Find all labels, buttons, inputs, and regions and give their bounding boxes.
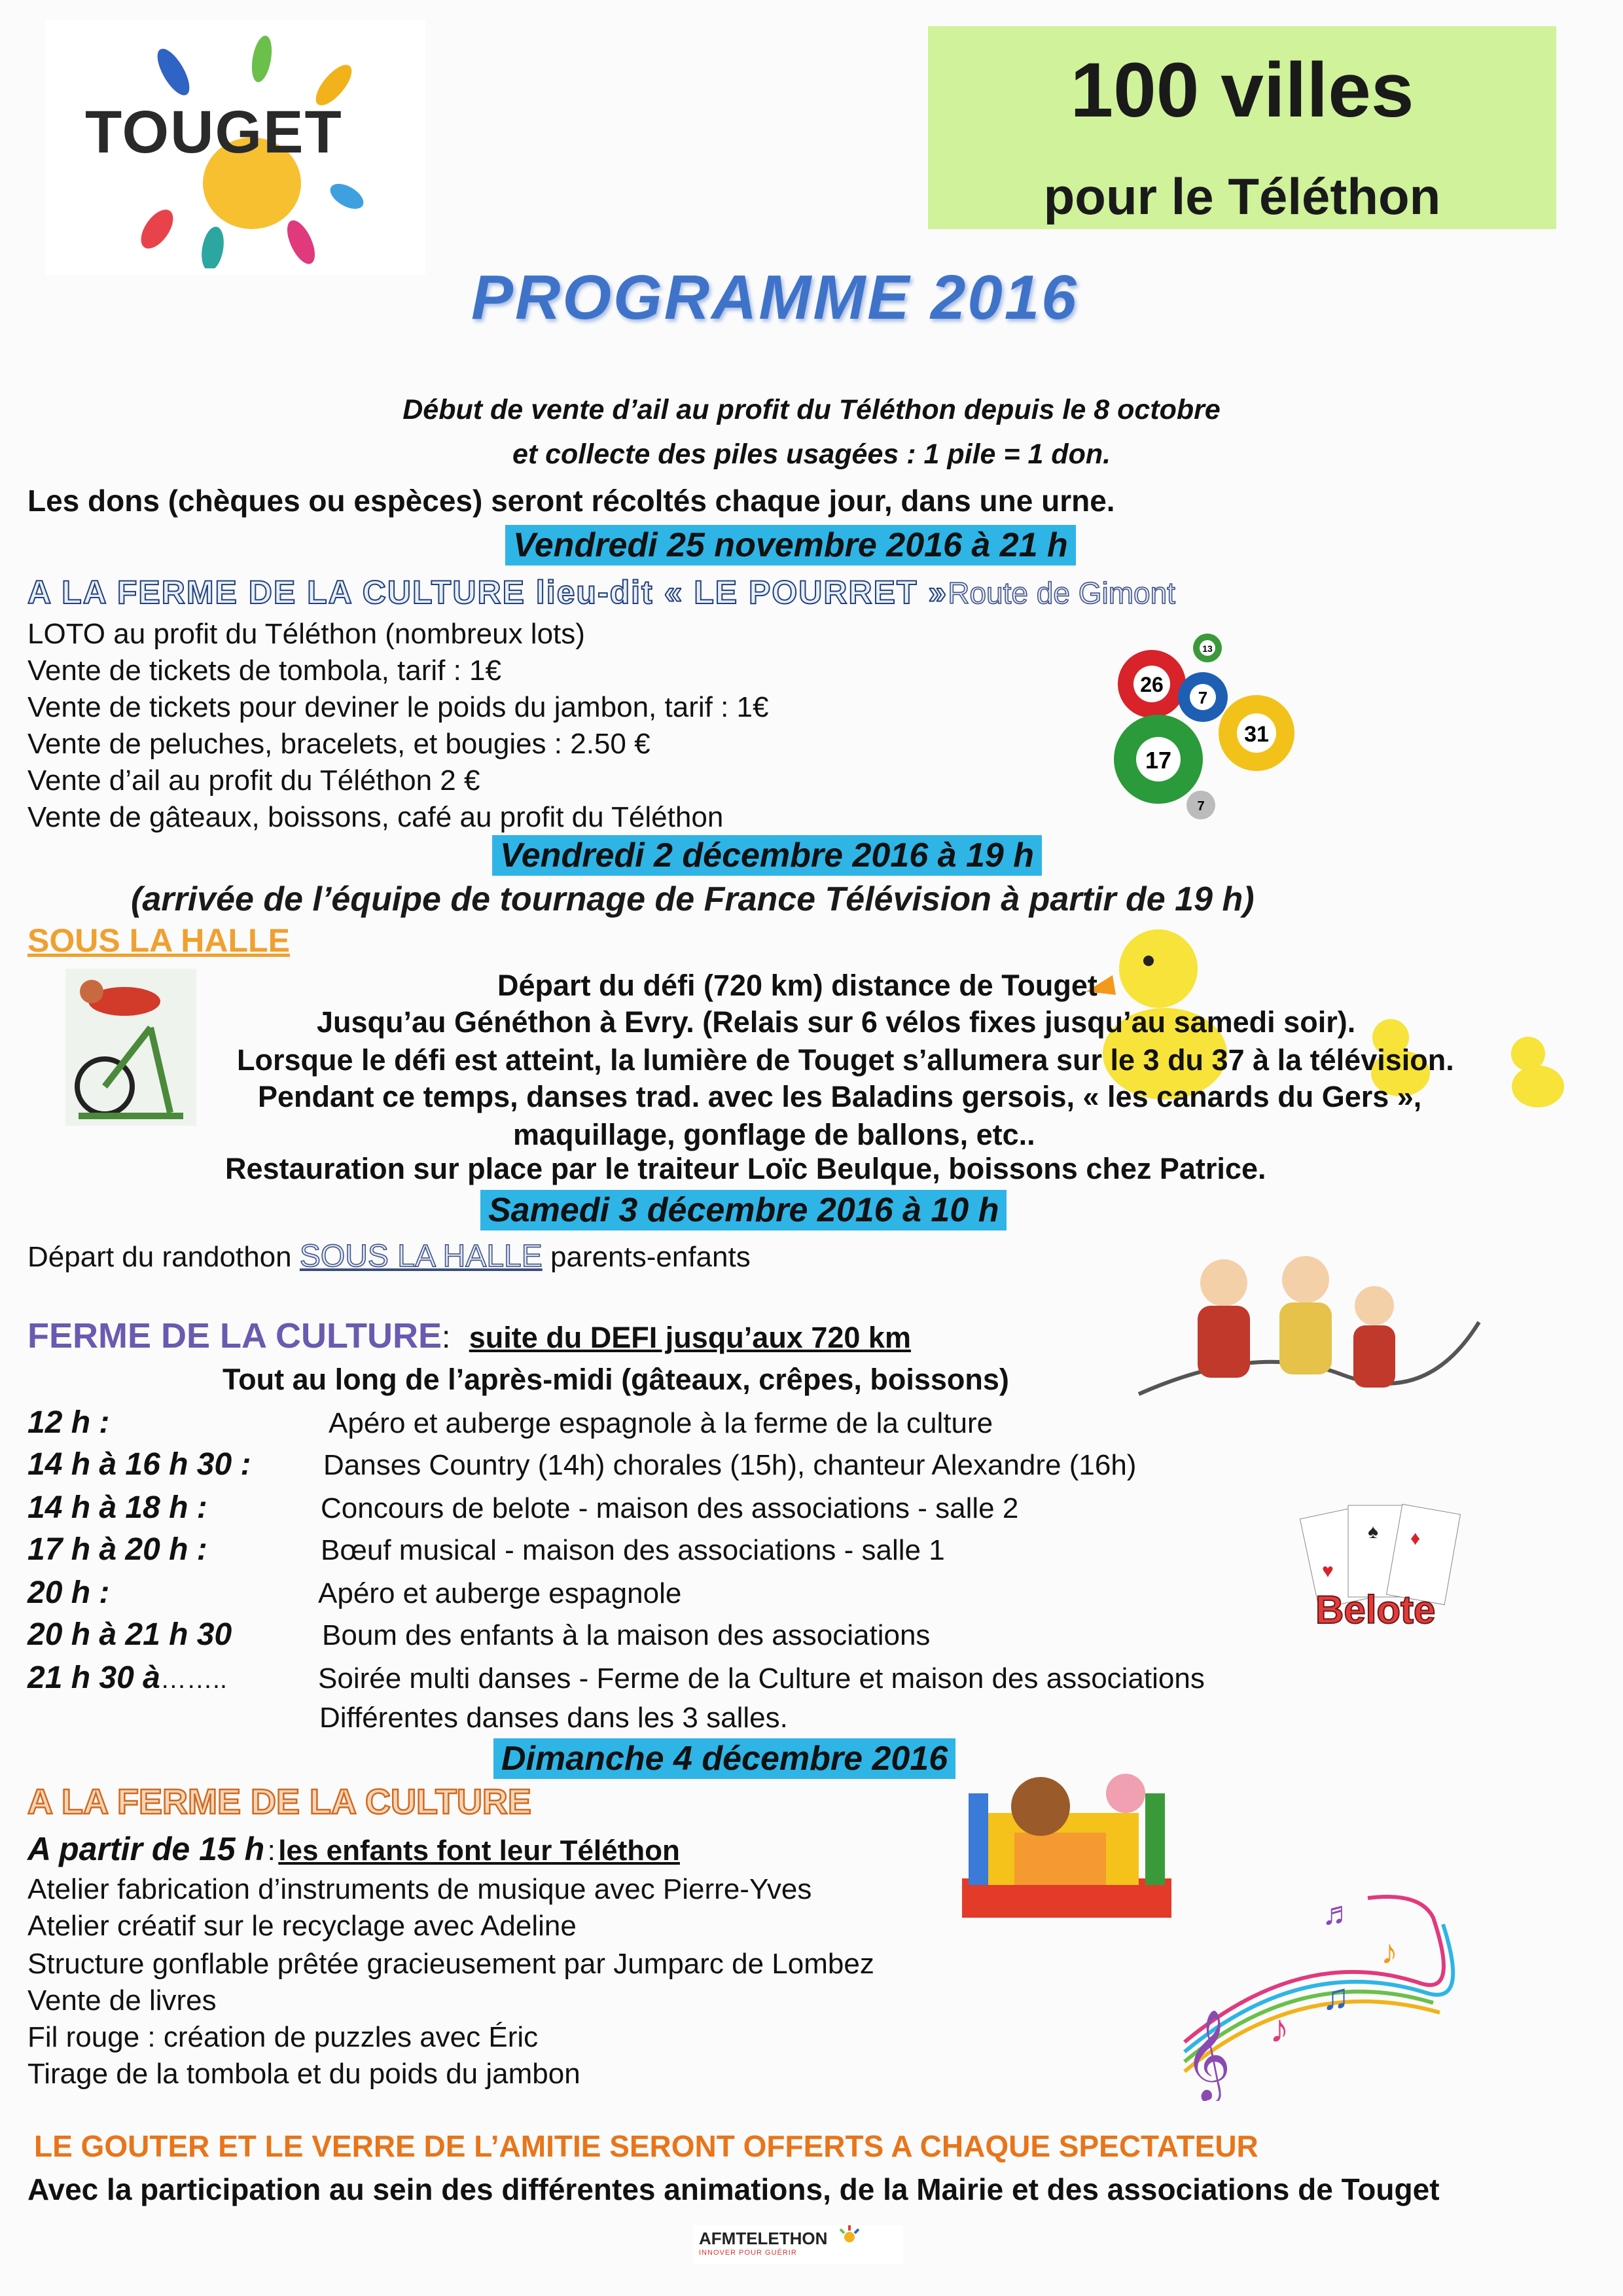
list-item: Atelier fabrication d’instruments de musique avec Pierre-Yves [27, 1873, 812, 1905]
intro-line-3: Les dons (chèques ou espèces) seront récoltés chaque jour, dans une urne. [27, 484, 1115, 518]
list-item: Atelier créatif sur le recyclage avec Adeline [27, 1910, 577, 1942]
schedule-extra: Différentes danses dans les 3 salles. [319, 1702, 788, 1734]
ball-label: 31 [1244, 722, 1269, 747]
day2-line: Lorsque le défi est atteint, la lumière de Touget s’allumera sur le 3 du 37 à la télévision. [237, 1043, 1454, 1077]
venue-day2: SOUS LA HALLE [27, 922, 290, 959]
venue-day1-name: A LA FERME DE LA CULTURE lieu-dit « LE POURRET » [27, 574, 948, 611]
date-banner-day3: Samedi 3 décembre 2016 à 10 h [480, 1190, 1007, 1230]
schedule-desc: Boum des enfants à la maison des associations [322, 1619, 931, 1651]
day2-line: Pendant ce temps, danses trad. avec les Baladins gersois, « les canards du Gers », [258, 1080, 1422, 1113]
date-banner-day1: Vendredi 25 novembre 2016 à 21 h [505, 525, 1076, 565]
schedule-time: 20 h : [27, 1575, 110, 1610]
svg-text:♠: ♠ [1368, 1521, 1378, 1543]
schedule-time: 14 h à 18 h : [27, 1490, 207, 1525]
list-item: Vente de peluches, bracelets, et bougies : 2.50 € [27, 728, 651, 760]
tv-note: (arrivée de l’équipe de tournage de France Télévision à partir de 19 h) [131, 880, 1255, 918]
svg-text:♪: ♪ [1270, 2007, 1289, 2051]
venue-day1-road: Route de Gimont [948, 576, 1175, 610]
day2-line: Départ du défi (720 km) distance de Touget [497, 969, 1097, 1002]
schedule-time-last [27, 1660, 227, 1696]
logo-text: TOUGET [85, 99, 343, 166]
ball-label: 7 [1197, 799, 1205, 814]
randothon-place: SOUS LA HALLE [299, 1239, 543, 1274]
list-item: Vente de tickets pour deviner le poids du jambon, tarif : 1€ [27, 691, 769, 723]
ball-label: 26 [1140, 673, 1164, 696]
svg-text:♥: ♥ [1322, 1560, 1334, 1582]
date-banner-day2: Vendredi 2 décembre 2016 à 19 h [492, 835, 1042, 876]
culture-subtitle: suite du DEFI jusqu’aux 720 km [469, 1321, 911, 1354]
list-item: Vente de tickets de tombola, tarif : 1€ [27, 655, 501, 687]
exercise-bike-icon [52, 962, 209, 1132]
day4-start [27, 1830, 680, 1868]
afm-tagline: INNOVER POUR GUÉRIR [699, 2249, 797, 2257]
afm-logo: AFMTELETHON [699, 2229, 828, 2248]
list-item: Tirage de la tombola et du poids du jambon [27, 2058, 580, 2090]
day2-line: Restauration sur place par le traiteur Loïc Beulque, boissons chez Patrice. [225, 1152, 1266, 1185]
hikers-icon [1126, 1244, 1492, 1453]
belote-cards-icon [1296, 1499, 1505, 1643]
schedule-time: 14 h à 16 h 30 : [27, 1447, 251, 1482]
venue-day1 [27, 573, 1175, 611]
day4-start-time: A partir de 15 h [27, 1831, 265, 1867]
svg-text:𝄞: 𝄞 [1185, 2011, 1231, 2098]
svg-text:♪: ♪ [1381, 1933, 1398, 1971]
intro-line-2: et collecte des piles usagées : 1 pile = 1 don. [512, 439, 1111, 470]
list-item: Structure gonflable prêtée gracieusement par Jumparc de Lombez [27, 1948, 874, 1980]
list-item: LOTO au profit du Téléthon (nombreux lots) [27, 618, 585, 650]
randothon-line [27, 1238, 751, 1274]
music-notes-icon [1171, 1878, 1479, 2101]
schedule-time: 12 h : [27, 1405, 110, 1440]
schedule-desc: Danses Country (14h) chorales (15h), chanteur Alexandre (16h) [323, 1449, 1137, 1481]
schedule-time: 17 h à 20 h : [27, 1532, 207, 1567]
venue-day4: A LA FERME DE LA CULTURE [27, 1782, 531, 1821]
list-item: Fil rouge : création de puzzles avec Éric [27, 2021, 539, 2053]
day2-line: maquillage, gonflage de ballons, etc.. [513, 1118, 1035, 1151]
ball-label: 13 [1202, 643, 1213, 654]
afternoon-line: Tout au long de l’après-midi (gâteaux, crêpes, boissons) [223, 1363, 1009, 1396]
schedule-desc: Apéro et auberge espagnole [318, 1577, 682, 1609]
program-title: PROGRAMME 2016 [471, 262, 1079, 332]
schedule-desc: Soirée multi danses - Ferme de la Culture et maison des associations [318, 1662, 1205, 1695]
day4-start-text: les enfants font leur Téléthon [278, 1835, 680, 1867]
schedule-desc: Concours de belote - maison des associations - salle 2 [321, 1492, 1019, 1524]
afm-star-icon [836, 2224, 863, 2250]
ball-label: 7 [1198, 688, 1208, 708]
schedule-time: 21 h 30 à [27, 1660, 160, 1695]
ball-label: 17 [1145, 747, 1172, 774]
svg-text:♫: ♫ [1322, 1976, 1349, 2017]
list-item: Vente d’ail au profit du Téléthon 2 € [27, 764, 480, 797]
schedule-time: 20 h à 21 h 30 [27, 1617, 232, 1652]
svg-text:♦: ♦ [1410, 1528, 1421, 1549]
list-item: Vente de gâteaux, boissons, café au profit du Téléthon [27, 801, 724, 833]
day2-line: Jusqu’au Généthon à Evry. (Relais sur 6 vélos fixes jusqu’au samedi soir). [317, 1005, 1356, 1039]
day4-start-sep: : [267, 1835, 276, 1867]
date-banner-day4: Dimanche 4 décembre 2016 [493, 1738, 955, 1779]
culture-heading [27, 1316, 911, 1356]
schedule-ellipsis: …….. [160, 1665, 228, 1694]
lottery-balls-icon [1093, 628, 1309, 825]
svg-text:♬: ♬ [1322, 1895, 1355, 1931]
culture-title: FERME DE LA CULTURE [27, 1316, 442, 1355]
schedule-desc: Bœuf musical - maison des associations - salle 1 [321, 1534, 945, 1566]
list-item: Vente de livres [27, 1984, 217, 2017]
randothon-suffix: parents-enfants [550, 1241, 751, 1273]
headline-subtitle: pour le Téléthon [1043, 168, 1441, 225]
randothon-prefix: Départ du randothon [27, 1241, 292, 1273]
footer-participation: Avec la participation au sein des différentes animations, de la Mairie et des associations de Touget [27, 2172, 1440, 2206]
bouncy-castle-icon [955, 1767, 1178, 1924]
intro-line-1: Début de vente d’ail au profit du Téléthon depuis le 8 octobre [402, 394, 1221, 425]
headline-title: 100 villes [1070, 47, 1414, 134]
culture-colon: : [441, 1320, 451, 1355]
schedule-desc: Apéro et auberge espagnole à la ferme de la culture [329, 1407, 993, 1439]
belote-label: Belote [1315, 1588, 1436, 1632]
footer-offer: LE GOUTER ET LE VERRE DE L’AMITIE SERONT OFFERTS A CHAQUE SPECTATEUR [34, 2129, 1258, 2163]
